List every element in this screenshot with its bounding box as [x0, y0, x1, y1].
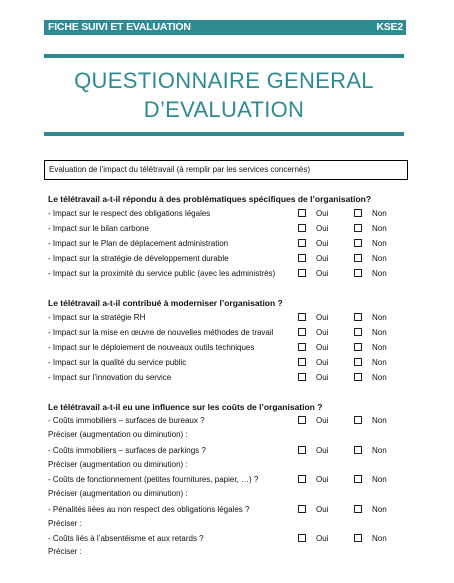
checkbox-non[interactable]: [354, 313, 362, 321]
q3-detail: Préciser (augmentation ou diminution) :: [48, 489, 188, 498]
q2-row: [48, 311, 398, 325]
top-rule: [44, 54, 404, 58]
q2-row: [48, 326, 398, 340]
q3-detail: Préciser (augmentation ou diminution) :: [48, 430, 188, 439]
oui-label: Oui: [316, 475, 329, 484]
checkbox-non[interactable]: [354, 343, 362, 351]
checkbox-oui[interactable]: [298, 239, 306, 247]
non-label: Non: [372, 209, 387, 218]
q2-row: [48, 356, 398, 370]
q3-row: [48, 414, 398, 428]
q2-row-label: - Impact sur la stratégie RH: [48, 313, 146, 322]
oui-label: Oui: [316, 446, 329, 455]
q3-row: [48, 503, 398, 517]
q1-row-label: - Impact sur la stratégie de développement durable: [48, 254, 229, 263]
checkbox-non[interactable]: [354, 239, 362, 247]
q1-row: [48, 222, 398, 236]
q3-row: [48, 473, 398, 487]
oui-label: Oui: [316, 254, 329, 263]
non-label: Non: [372, 239, 387, 248]
q1-row-label: - Impact sur le Plan de déplacement administration: [48, 239, 229, 248]
checkbox-non[interactable]: [354, 209, 362, 217]
q2-row-label: - Impact sur la mise en œuvre de nouvelles méthodes de travail: [48, 328, 274, 337]
section-box: Evaluation de l’impact du télétravail (à remplir par les services concernés): [44, 160, 408, 180]
checkbox-non[interactable]: [354, 534, 362, 542]
checkbox-non[interactable]: [354, 475, 362, 483]
oui-label: Oui: [316, 209, 329, 218]
non-label: Non: [372, 313, 387, 322]
oui-label: Oui: [316, 313, 329, 322]
oui-label: Oui: [316, 358, 329, 367]
q3-row-label: - Pénalités liées au non respect des obligations légales ?: [48, 505, 250, 514]
checkbox-non[interactable]: [354, 505, 362, 513]
oui-label: Oui: [316, 343, 329, 352]
non-label: Non: [372, 358, 387, 367]
oui-label: Oui: [316, 328, 329, 337]
checkbox-non[interactable]: [354, 254, 362, 262]
checkbox-oui[interactable]: [298, 328, 306, 336]
non-label: Non: [372, 416, 387, 425]
checkbox-oui[interactable]: [298, 313, 306, 321]
checkbox-oui[interactable]: [298, 269, 306, 277]
non-label: Non: [372, 534, 387, 543]
oui-label: Oui: [316, 269, 329, 278]
question-3-title: Le télétravail a-t-il eu une influence sur les coûts de l’organisation ?: [48, 402, 323, 412]
checkbox-non[interactable]: [354, 416, 362, 424]
q3-row: [48, 444, 398, 458]
q2-row-label: - Impact sur l’innovation du service: [48, 373, 172, 382]
oui-label: Oui: [316, 239, 329, 248]
page-title-line-1: QUESTIONNAIRE GENERAL: [74, 68, 374, 93]
question-1-title: Le télétravail a-t-il répondu à des problématiques spécifiques de l’organisation?: [48, 194, 372, 204]
oui-label: Oui: [316, 416, 329, 425]
oui-label: Oui: [316, 505, 329, 514]
q1-row: [48, 207, 398, 221]
q3-row: [48, 532, 398, 546]
non-label: Non: [372, 446, 387, 455]
checkbox-oui[interactable]: [298, 534, 306, 542]
non-label: Non: [372, 254, 387, 263]
q1-row-label: - Impact sur le bilan carbone: [48, 224, 149, 233]
checkbox-oui[interactable]: [298, 358, 306, 366]
checkbox-oui[interactable]: [298, 416, 306, 424]
q1-row: [48, 252, 398, 266]
non-label: Non: [372, 269, 387, 278]
checkbox-oui[interactable]: [298, 446, 306, 454]
q3-detail: Préciser (augmentation ou diminution) :: [48, 460, 188, 469]
q2-row: [48, 341, 398, 355]
header-code: KSE2: [376, 21, 403, 33]
non-label: Non: [372, 328, 387, 337]
q2-row: [48, 371, 398, 385]
non-label: Non: [372, 505, 387, 514]
q1-row-label: - Impact sur la proximité du service public (avec les administrés): [48, 269, 276, 278]
checkbox-oui[interactable]: [298, 224, 306, 232]
q1-row-label: - Impact sur le respect des obligations légales: [48, 209, 211, 218]
q3-row-label: - Coûts immobiliers – surfaces de bureaux ?: [48, 416, 205, 425]
header-bar: [44, 20, 406, 35]
checkbox-non[interactable]: [354, 358, 362, 366]
oui-label: Oui: [316, 373, 329, 382]
bottom-rule: [44, 132, 404, 136]
checkbox-non[interactable]: [354, 446, 362, 454]
non-label: Non: [372, 475, 387, 484]
header-title: FICHE SUIVI ET EVALUATION: [48, 21, 191, 33]
checkbox-non[interactable]: [354, 328, 362, 336]
oui-label: Oui: [316, 534, 329, 543]
q2-row-label: - Impact sur le déploiement de nouveaux outils techniques: [48, 343, 255, 352]
q1-row: [48, 237, 398, 251]
question-2-title: Le télétravail a-t-il contribué à moderniser l’organisation ?: [48, 298, 283, 308]
non-label: Non: [372, 224, 387, 233]
oui-label: Oui: [316, 224, 329, 233]
q3-detail: Préciser :: [48, 547, 82, 556]
checkbox-oui[interactable]: [298, 475, 306, 483]
checkbox-oui[interactable]: [298, 254, 306, 262]
checkbox-non[interactable]: [354, 373, 362, 381]
checkbox-non[interactable]: [354, 269, 362, 277]
q3-row-label: - Coûts immobiliers – surfaces de parkings ?: [48, 446, 206, 455]
q3-detail: Préciser :: [48, 519, 82, 528]
page-title-line-2: D’EVALUATION: [143, 97, 305, 122]
q3-row-label: - Coûts liés à l’absentéisme et aux retards ?: [48, 534, 204, 543]
checkbox-non[interactable]: [354, 224, 362, 232]
q2-row-label: - Impact sur la qualité du service public: [48, 358, 187, 367]
q1-row: [48, 267, 398, 281]
non-label: Non: [372, 373, 387, 382]
checkbox-oui[interactable]: [298, 209, 306, 217]
non-label: Non: [372, 343, 387, 352]
checkbox-oui[interactable]: [298, 343, 306, 351]
q3-row-label: - Coûts de fonctionnement (petites fournitures, papier, …) ?: [48, 475, 259, 484]
checkbox-oui[interactable]: [298, 505, 306, 513]
checkbox-oui[interactable]: [298, 373, 306, 381]
